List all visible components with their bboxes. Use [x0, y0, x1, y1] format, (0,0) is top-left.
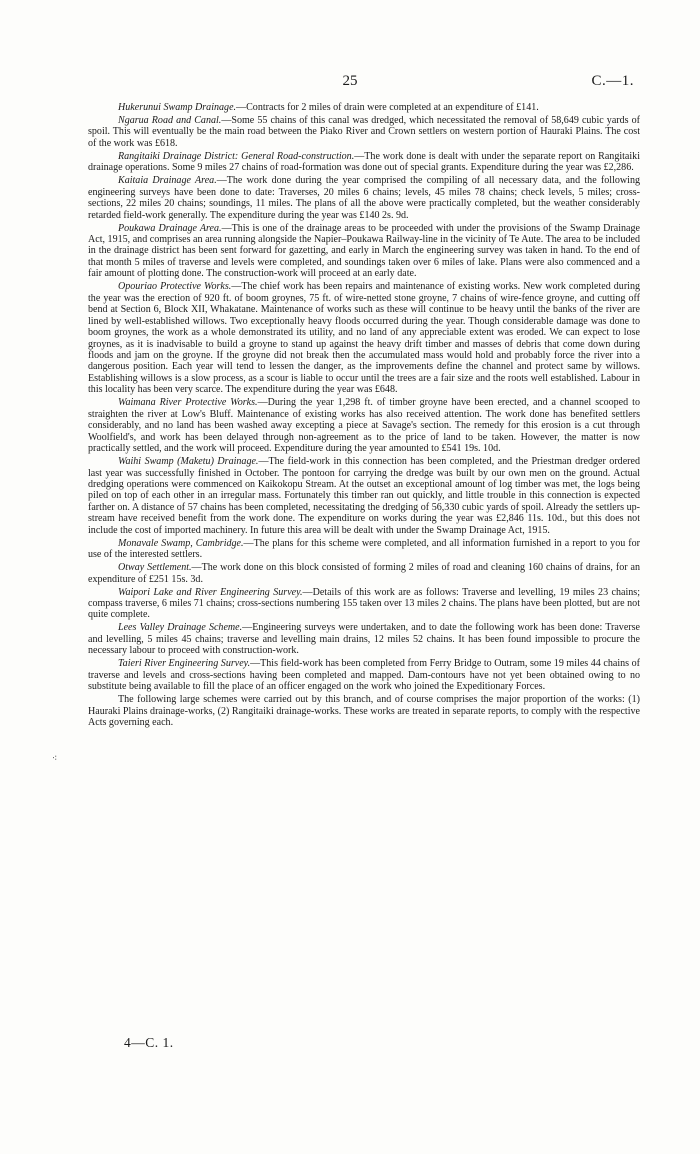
- paragraph-lees-valley: [88, 622, 640, 656]
- paragraph-heading: Taieri River Engineering Survey.: [118, 658, 251, 670]
- paragraph-heading: Monavale Swamp, Cambridge.: [118, 537, 244, 549]
- page-number: 25: [342, 73, 358, 89]
- paragraph-heading: Rangitaiki Drainage District: General Road-construction.: [118, 150, 355, 162]
- paragraph-monavale: [88, 538, 640, 561]
- paragraph-waimana: [88, 397, 640, 454]
- paragraph-heading: Waihi Swamp (Maketu) Drainage.: [118, 456, 259, 468]
- paragraph-text: —This field-work has been completed from Ferry Bridge to Outram, some 19 miles 44 chains of traverse and levels and cross-sections having been completed and mapped. Dam-contours have not yet been obtained owing to no substitute being available to fill the place of an officer engaged on the work who joined the Expeditionary Forces.: [88, 658, 641, 693]
- paragraph-text: —The work done on this block consisted of forming 2 miles of road and cleaning 160 chains of drains, for an expenditure of £251 15s. 3d.: [88, 562, 640, 585]
- paragraph-text: —Some 55 chains of this canal was dredged, which necessitated the removal of 58,649 cubic yards of spoil. This will eventually be the main road between the Piako River and Crown settlers on western portion of Hauraki Plains. The cost of the work was £618.: [88, 114, 641, 149]
- paragraph-text: —The plans for this scheme were completed, and all information furnished in a report to you for use of the interested settlers.: [88, 537, 640, 561]
- paragraph-text: —The chief work has been repairs and maintenance of existing works. New work completed during the year was the erection of 920 ft. of boom groynes, 75 ft. of wire-netted stone groyne, 7 chains of wire-fence groyne, and cutting off bend at Section 6, Block XII, Whakatane. Maintenance of works such as these will continue to be heavy until the banks of the river are lined by well-established willows. Two exceptionally heavy floods occurred during the year. Though considerable damage was done to boom groynes, the work as a whole demonstrated its utility, and no land of any appreciable extent was eroded. We can expect to lose groynes, as it is inadvisable to build a groyne to stand up against the heavy drift timber and masses of debris that come down during floods and jam on the groyne. If the groyne did not break then the accumulated mass would hold and probably force the river into a dangerous position. Each year will tend to lessen the danger, as the improvements define the channel and protect same by willows. Establishing willows is a slow process, as a scour is liable to occur until the trees are a fair size and the roots well established. Labour in this locality has been very scarce. The expenditure during the year was £648.: [88, 281, 640, 396]
- paragraph-waipori: [88, 587, 640, 621]
- paragraph-text: —Contracts for 2 miles of drain were completed at an expenditure of £141.: [236, 102, 539, 113]
- paragraph-text: —This is one of the drainage areas to be proceeded with under the provisions of the Swamp Drainage Act, 1915, and comprises an area running alongside the Napier–Poukawa Railway-line in the vicinity of Te Aute. The area to be included in the drainage district has been sent forward for gazetting, and early in March the engineering survey was taken in hand. To the end of that month 5 miles of traverse and levels were completed, and soundings taken over 6 miles of lake. Plans were also commenced and a fair amount of plotting done. The construction-work will proceed at an early date.: [88, 222, 640, 280]
- paragraph-heading: Kaitaia Drainage Area.: [118, 175, 217, 187]
- paragraph-kaitaia: [88, 175, 640, 221]
- paragraph-text: —Engineering surveys were undertaken, and to date the following work has been done: Traverse and levelling, 5 miles 45 chains; traverse and levelling main drains, 12 miles 52 chains. It has been found impossible to procure the necessary labour to proceed with construction-work.: [88, 622, 640, 657]
- paragraph-summary: [88, 694, 640, 728]
- document-code: C.—1.: [591, 73, 634, 89]
- paragraph-heading: Hukerunui Swamp Drainage.: [118, 102, 237, 113]
- paragraph-hukerunui: [88, 102, 640, 113]
- signature-mark: 4—C. 1.: [124, 1035, 174, 1050]
- paragraph-text: —The work done during the year comprised the compiling of all necessary data, and the following engineering surveys have been done to date: Traverses, 20 miles 6 chains; levels, 45 miles 78 chains; check levels, 5 miles; cross-sections, 22 miles 20 chains; soundings, 11 miles. The plans of all the above were practically completed, but the weather considerably retarded field-work generally. The expenditure during the year was £140 2s. 9d.: [88, 175, 641, 221]
- paragraph-ngarua: [88, 115, 640, 149]
- paragraph-text: —During the year 1,298 ft. of timber groyne have been erected, and a channel scooped to straighten the river at Low's Bluff. Maintenance of existing works has also received attention. The work done has benefited settlers considerably, and no land has been washed away excepting a piece at Savage's section. The remedy for this erosion is a cut through Woolfield's, and work has been delayed through non-agreement as to the price of land to be taken. However, the matter is now practically settled, and the work will proceed. Expenditure during the year amounted to £541 19s. 10d.: [88, 397, 640, 455]
- paragraph-text: —The work done is dealt with under the separate report on Rangitaiki drainage operations. Some 9 miles 27 chains of road-formation was done out of special grants. Expenditure during the year was £2,286.: [88, 150, 640, 174]
- margin-mark: ⁖: [52, 753, 58, 763]
- paragraph-opouriao: [88, 281, 640, 396]
- paragraph-text: The following large schemes were carried out by this branch, and of course comprises the major proportion of the works: (1) Hauraki Plains drainage-works, (2) Rangitaiki drainage-works. These works are treated in separate reports, to comply with the respective Acts governing each.: [88, 694, 640, 729]
- paragraph-poukawa: [88, 223, 640, 280]
- paragraph-heading: Otway Settlement.: [118, 562, 192, 574]
- paragraph-taieri: [88, 658, 640, 692]
- paragraph-text: —Details of this work are as follows: Traverse and levelling, 19 miles 23 chains; compass traverse, 6 miles 71 chains; cross-sections numbering 155 taken over 13 miles 2 chains. The plans have been plotted, but are not quite complete.: [88, 586, 640, 621]
- paragraph-heading: Ngarua Road and Canal.: [118, 114, 222, 126]
- paragraph-rangitaiki: [88, 151, 640, 174]
- paragraph-heading: Lees Valley Drainage Scheme.: [118, 622, 243, 634]
- paragraph-waihi: [88, 456, 640, 536]
- report-body: [88, 102, 640, 730]
- paragraph-otway: [88, 562, 640, 585]
- paragraph-heading: Waimana River Protective Works.: [118, 397, 258, 409]
- paragraph-heading: Opouriao Protective Works.: [118, 281, 232, 293]
- paragraph-text: —The field-work in this connection has been completed, and the Priestman dredger ordered last year was successfully finished in October. The pontoon for carrying the dredge was built by our own men on the ground. Actual dredging operations were commenced on Kaikokopu Stream. At the outset an exceptional amount of log timber was met, the logs being piled on top of each other in an irregular mass. Fortunately this timber ran out quickly, and little trouble in this connection is expected farther on. A distance of 57 chains has been completed, necessitating the dredging of 56,330 cubic yards of spoil. Already the settlers up-stream have received benefit from the work done. The expenditure on works during the year was £2,846 11s. 10d., but this does not include the cost of imported machinery. In future this area will be dealt with under the Swamp Drainage Act, 1915.: [88, 456, 640, 536]
- paragraph-heading: Poukawa Drainage Area.: [118, 222, 222, 234]
- paragraph-heading: Waipori Lake and River Engineering Survey.: [118, 586, 303, 598]
